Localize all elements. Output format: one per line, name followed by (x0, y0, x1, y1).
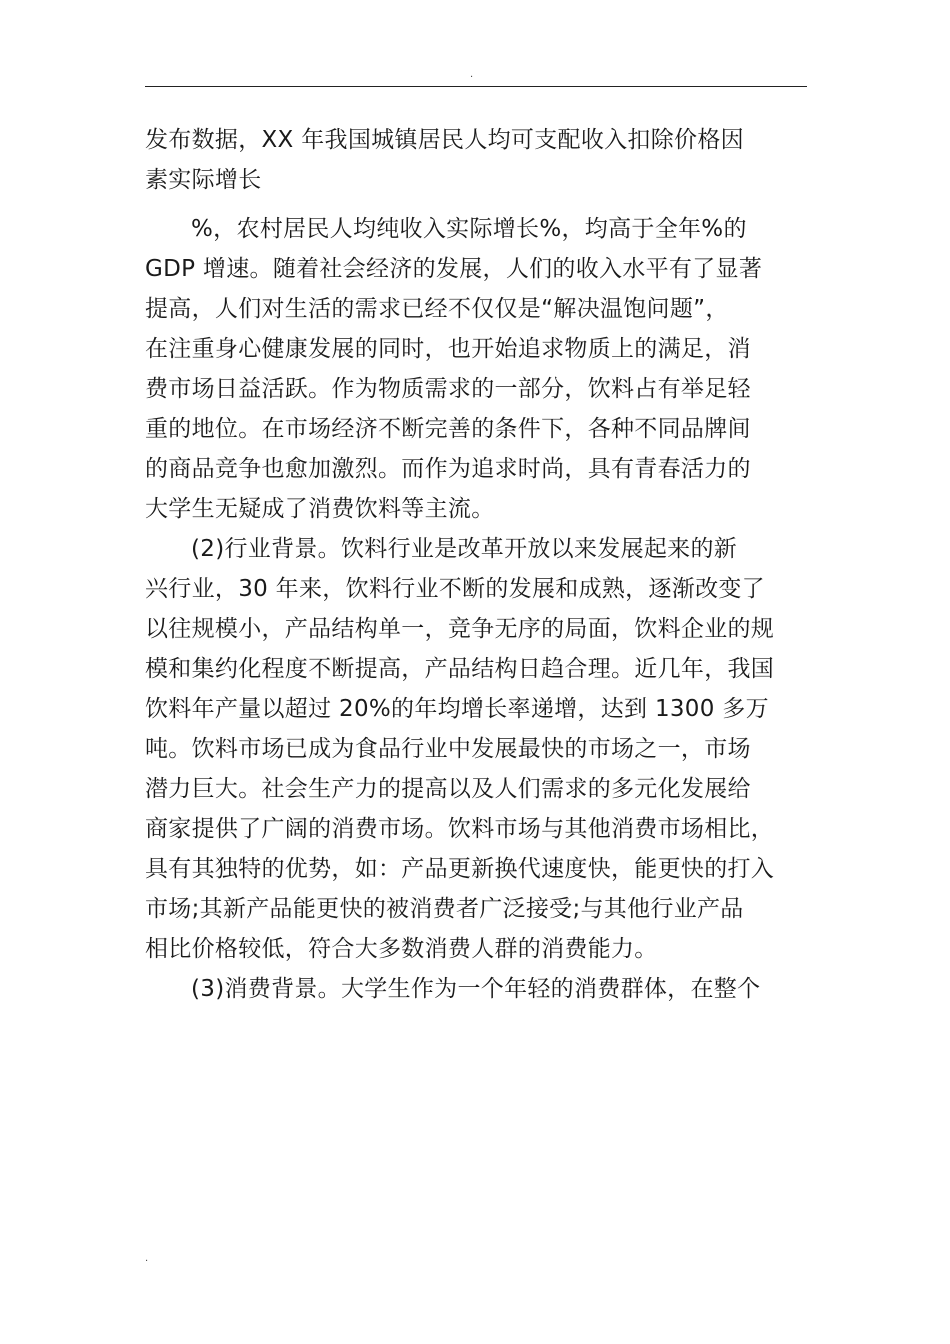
header-rule (145, 86, 807, 87)
text-line: 潜力巨大。社会生产力的提高以及人们需求的多元化发展给 (145, 776, 751, 802)
footer-mark: . (145, 1253, 149, 1264)
text-line: 以往规模小，产品结构单一，竞争无序的局面，饮料企业的规 (145, 616, 775, 642)
text-line: 市场;其新产品能更快的被消费者广泛接受;与其他行业产品 (145, 896, 744, 922)
text-line: 在注重身心健康发展的同时，也开始追求物质上的满足，消 (145, 336, 751, 362)
text-line: 大学生无疑成了消费饮料等主流。 (145, 496, 495, 522)
text-line: 吨。饮料市场已成为食品行业中发展最快的市场之一，市场 (145, 736, 751, 762)
text-line: 相比价格较低，符合大多数消费人群的消费能力。 (145, 936, 658, 962)
text-line: 饮料年产量以超过 20%的年均增长率递增，达到 1300 多万 (145, 696, 769, 722)
text-line: 兴行业，30 年来，饮料行业不断的发展和成熟，逐渐改变了 (145, 576, 765, 602)
text-line: 提高，人们对生活的需求已经不仅仅是“解决温饱问题”， (145, 296, 729, 322)
text-line: 费市场日益活跃。作为物质需求的一部分，饮料占有举足轻 (145, 376, 751, 402)
text-line: 具有其独特的优势，如：产品更新换代速度快，能更快的打入 (145, 856, 775, 882)
text-line: (2)行业背景。饮料行业是改革开放以来发展起来的新 (191, 536, 738, 562)
text-line: 重的地位。在市场经济不断完善的条件下，各种不同品牌间 (145, 416, 751, 442)
body-text (145, 120, 807, 1009)
header-mark: . (470, 69, 474, 80)
text-line: 模和集约化程度不断提高，产品结构日趋合理。近几年，我国 (145, 656, 775, 682)
text-line: GDP 增速。随着社会经济的发展，人们的收入水平有了显著 (145, 256, 763, 282)
text-line: 发布数据，XX 年我国城镇居民人均可支配收入扣除价格因 (145, 127, 744, 153)
text-line: 素实际增长 (145, 167, 262, 193)
text-line: 的商品竞争也愈加激烈。而作为追求时尚，具有青春活力的 (145, 456, 751, 482)
text-line: 商家提供了广阔的消费市场。饮料市场与其他消费市场相比， (145, 816, 775, 842)
text-line: (3)消费背景。大学生作为一个年轻的消费群体，在整个 (191, 976, 761, 1002)
text-line: %，农村居民人均纯收入实际增长%，均高于全年%的 (191, 216, 747, 242)
